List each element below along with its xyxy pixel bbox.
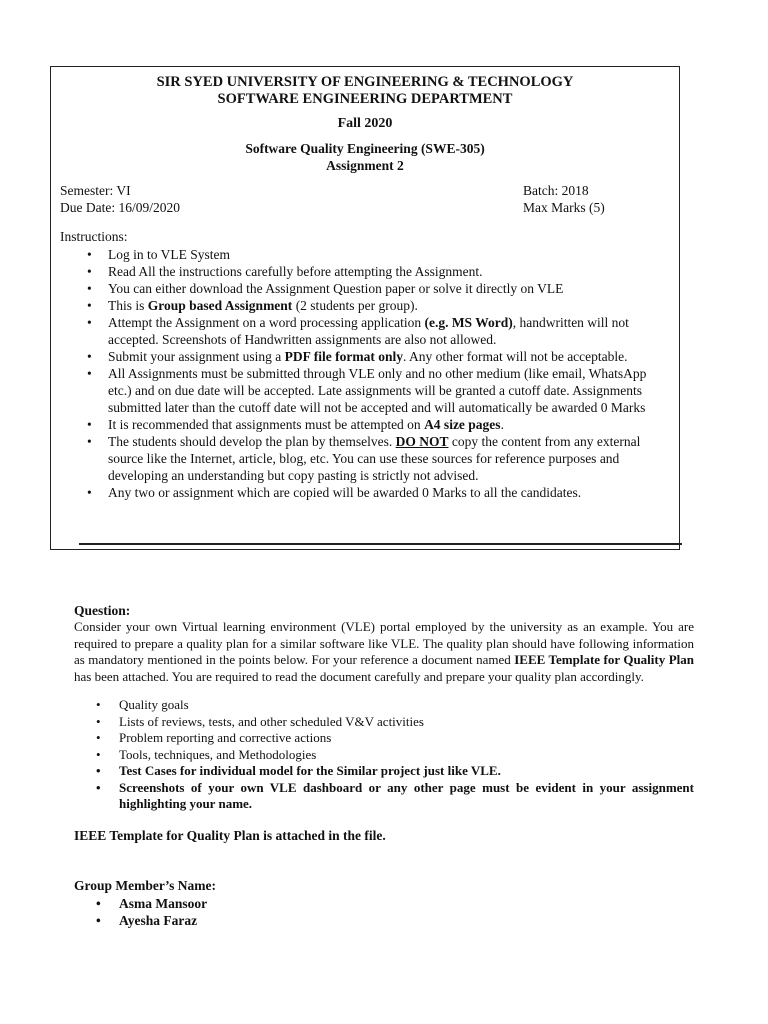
- requirement-item: [96, 730, 694, 747]
- requirement-text: Quality goals: [119, 697, 189, 712]
- bullet-icon: •: [96, 896, 101, 911]
- instruction-emphasis: PDF file format only: [284, 349, 403, 364]
- instruction-text: Any two or assignment which are copied will be awarded 0 Marks to all the candidates.: [108, 485, 582, 500]
- instruction-item: [87, 314, 673, 348]
- instruction-item: [87, 297, 673, 314]
- department-title: SOFTWARE ENGINEERING DEPARTMENT: [217, 91, 513, 107]
- requirement-text: Screenshots of your own VLE dashboard or any other page must be evident in your assignment highlighting your name.: [119, 779, 694, 811]
- instruction-text: , handwritten will not accepted. Screenshots of Handwritten assignments are also not allowed.: [108, 315, 629, 347]
- bullet-icon: •: [87, 366, 92, 381]
- bullet-icon: •: [96, 730, 101, 745]
- instruction-item: [87, 433, 673, 484]
- template-name: IEEE Template for Quality Plan: [514, 652, 694, 667]
- requirement-item: [96, 697, 694, 714]
- group-member: [96, 912, 207, 929]
- bullet-icon: •: [87, 264, 92, 279]
- assignment-title: Assignment 2: [326, 158, 404, 173]
- instruction-item: [87, 484, 673, 501]
- requirements-list: [96, 697, 694, 813]
- bullet-icon: •: [87, 349, 92, 364]
- instruction-text: .: [500, 417, 504, 432]
- instructions-label: Instructions:: [60, 229, 128, 244]
- instruction-text: Log in to VLE System: [108, 247, 231, 262]
- bullet-icon: •: [96, 779, 101, 795]
- instruction-text: Submit your assignment using a: [108, 349, 285, 364]
- question-text: [74, 619, 694, 685]
- instruction-emphasis: (e.g. MS Word): [424, 315, 513, 330]
- instruction-text: Read All the instructions carefully before attempting the Assignment.: [108, 264, 483, 279]
- group-member: [96, 895, 207, 912]
- requirement-text: Test Cases for individual model for the Similar project just like VLE.: [119, 763, 501, 778]
- bullet-icon: •: [96, 713, 101, 729]
- divider-line: [79, 543, 682, 545]
- member-name: Asma Mansoor: [119, 896, 208, 911]
- requirement-item: [96, 763, 694, 780]
- course-title: Software Quality Engineering (SWE-305): [245, 141, 485, 156]
- requirement-item: [96, 780, 694, 813]
- member-name: Ayesha Faraz: [119, 913, 198, 928]
- bullet-icon: •: [87, 298, 92, 313]
- instruction-item: [87, 365, 673, 416]
- instruction-text: This is: [108, 298, 148, 313]
- bullet-icon: •: [96, 746, 101, 762]
- instruction-text: copy the content from any external source like the Internet, article, blog, etc. You can use these sources for reference purposes and developing an understanding but copy pasting is strictly not advised.: [108, 434, 641, 483]
- instruction-item: [87, 263, 673, 280]
- requirement-item: [96, 747, 694, 764]
- requirement-text: Tools, techniques, and Methodologies: [119, 746, 317, 762]
- batch-label: Batch: 2018: [523, 183, 589, 198]
- instructions-box: [50, 66, 680, 550]
- term-label: Fall 2020: [337, 116, 393, 131]
- instruction-text: You can either download the Assignment Question paper or solve it directly on VLE: [108, 281, 564, 296]
- university-title: SIR SYED UNIVERSITY OF ENGINEERING & TECHNOLOGY: [156, 74, 574, 90]
- bullet-icon: •: [96, 697, 101, 712]
- bullet-icon: •: [96, 913, 101, 928]
- group-members-label: Group Member’s Name:: [74, 878, 216, 893]
- instruction-emphasis: Group based Assignment: [147, 298, 293, 313]
- instruction-item: [87, 348, 673, 365]
- instruction-text: Attempt the Assignment on a word processing application: [108, 315, 425, 330]
- bullet-icon: •: [87, 434, 92, 449]
- question-text-pre: Consider your own Virtual learning environment (VLE) portal employed by the university as an example. You are required to prepare a quality plan for a similar software like VLE. The quality plan should have following information as mandatory mentioned in the points below. For your reference a document named: [74, 619, 694, 667]
- instruction-text: The students should develop the plan by themselves.: [108, 434, 396, 449]
- bullet-icon: •: [87, 247, 92, 262]
- instruction-text: All Assignments must be submitted through VLE only and no other medium (like email, WhatsApp etc.) and on due date will be accepted. Late assignments will be granted a cutoff date. Assignments submitted later than the cutoff date will not be accepted and will automatically be awarded 0 Marks: [108, 366, 647, 415]
- instruction-emphasis: DO NOT: [395, 434, 449, 449]
- instruction-text: . Any other format will not be acceptable.: [402, 349, 628, 364]
- instruction-text: (2 students per group).: [292, 298, 418, 313]
- instructions-list: [87, 246, 673, 501]
- semester-label: Semester: VI: [60, 183, 131, 198]
- requirement-text: Problem reporting and corrective actions: [119, 730, 332, 745]
- ieee-note: IEEE Template for Quality Plan is attached in the file.: [74, 828, 386, 843]
- bullet-icon: •: [87, 485, 92, 500]
- bullet-icon: •: [87, 417, 92, 432]
- instruction-item: [87, 280, 673, 297]
- requirement-item: [96, 714, 694, 731]
- bullet-icon: •: [87, 315, 92, 330]
- requirement-text: Lists of reviews, tests, and other scheduled V&V activities: [119, 713, 424, 729]
- question-text-post: has been attached. You are required to read the document carefully and prepare your quality plan accordingly.: [74, 668, 644, 684]
- bullet-icon: •: [96, 763, 101, 778]
- question-label: Question:: [74, 603, 131, 618]
- max-marks-label: Max Marks (5): [523, 200, 605, 215]
- instruction-text: It is recommended that assignments must be attempted on: [108, 417, 425, 432]
- instruction-item: [87, 246, 673, 263]
- instruction-emphasis: A4 size pages: [424, 417, 501, 432]
- due-date-label: Due Date: 16/09/2020: [60, 200, 180, 215]
- bullet-icon: •: [87, 281, 92, 296]
- group-members-list: [96, 895, 207, 929]
- instruction-item: [87, 416, 673, 433]
